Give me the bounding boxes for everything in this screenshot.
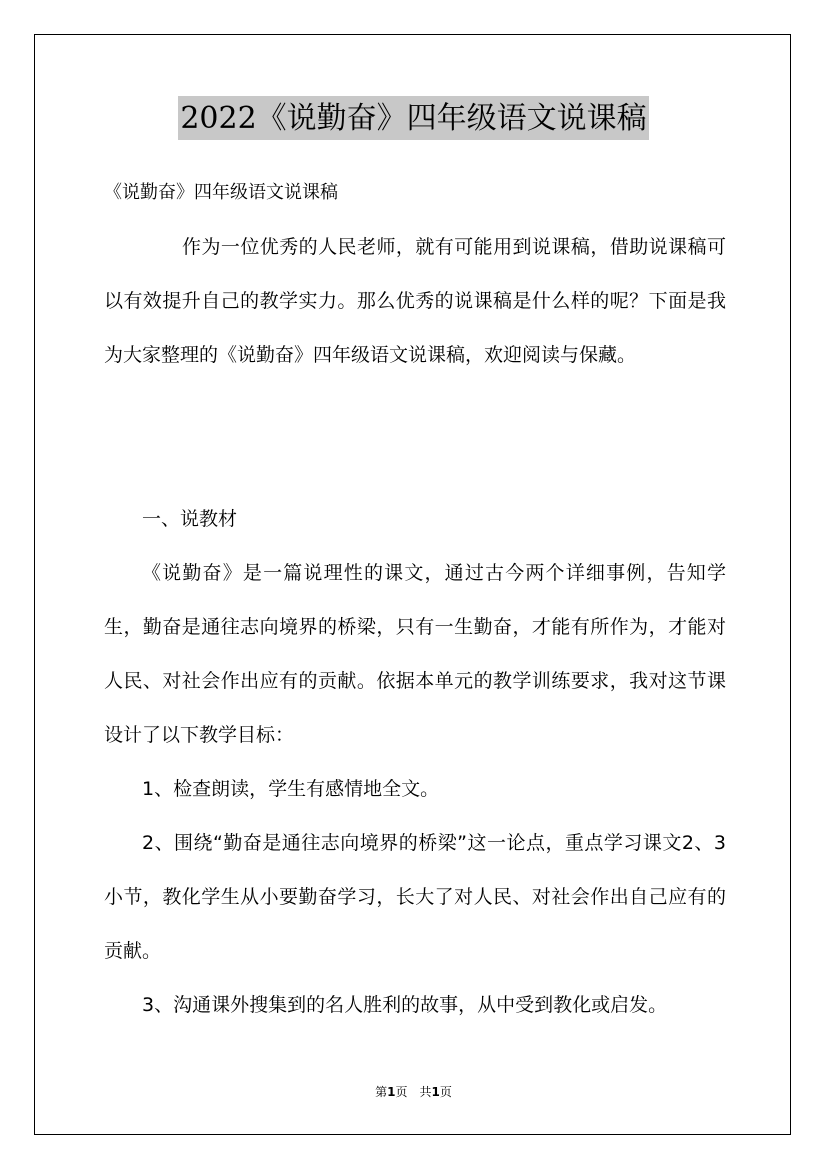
goal-item: 1、检查朗读，学生有感情地全文。: [142, 778, 440, 800]
document-title: 2022《说勤奋》四年级语文说课稿: [178, 96, 648, 140]
footer-prefix: 第: [375, 1085, 388, 1099]
current-page-number: 1: [387, 1085, 396, 1099]
goal-item: 3、沟通课外搜集到的名人胜利的故事，从中受到教化或启发。: [142, 994, 668, 1016]
total-page-number: 1: [431, 1085, 440, 1099]
page-footer: [0, 1083, 827, 1100]
footer-mid: 页 共: [395, 1085, 432, 1099]
section-heading: 一、说教材: [142, 508, 238, 530]
title-container: [0, 96, 827, 140]
intro-paragraph: 作为一位优秀的人民老师，就有可能用到说课稿，借助说课稿可以有效提升自己的教学实力。那么优秀的说课稿是什么样的呢？下面是我为大家整理的《说勤奋》四年级语文说课稿，欢迎阅读与保藏。: [104, 236, 726, 366]
goal-item: 2、围绕“勤奋是通往志向境界的桥梁”这一论点，重点学习课文2、3小节，教化学生从小要勤奋学习，长大了对人民、对社会作出自己应有的贡献。: [104, 832, 726, 962]
document-subtitle: 《说勤奋》四年级语文说课稿: [104, 182, 338, 203]
footer-suffix: 页: [439, 1085, 452, 1099]
section-body: 《说勤奋》是一篇说理性的课文，通过古今两个详细事例，告知学生，勤奋是通往志向境界的桥梁，只有一生勤奋，才能有所作为，才能对人民、对社会作出应有的贡献。依据本单元的教学训练要求，我对这节课设计了以下教学目标：: [104, 562, 726, 746]
